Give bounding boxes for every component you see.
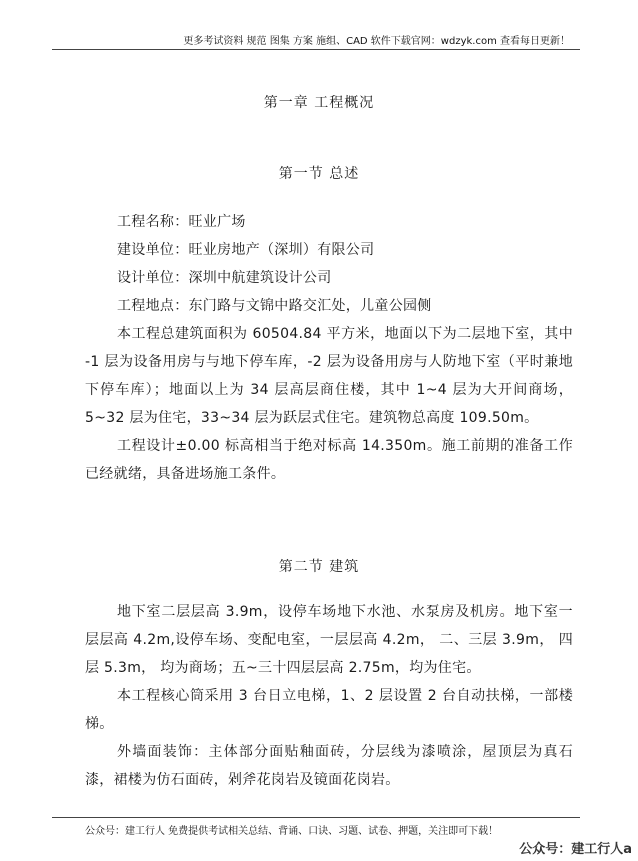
info-client: 建设单位：旺业房地产（深圳）有限公司 <box>117 242 375 258</box>
section-overview-body <box>85 208 573 488</box>
section-architecture-body <box>85 598 573 794</box>
chapter-title: 第一章 工程概况 <box>263 95 375 111</box>
section-title-architecture: 第二节 建筑 <box>278 559 360 575</box>
paragraph-floor-heights: 地下室二层层高 3.9m，设停车场地下水池、水泵房及机房。地下室一层层高 4.2m,设停车场、变配电室，一层层高 4.2m， 二、三层 3.9m， 四层 5.3m， 均为商场；五~三十四层层高 2.75m，均为住宅。 <box>85 604 573 676</box>
footer-divider <box>52 817 580 818</box>
footer-text: 公众号：建工行人 免费提供考试相关总结、背诵、口诀、习题、试卷、押题，关注即可下载！ <box>85 826 499 837</box>
header-divider <box>52 49 580 50</box>
info-designer: 设计单位：深圳中航建筑设计公司 <box>117 270 332 286</box>
paragraph-area: 本工程总建筑面积为 60504.84 平方米，地面以下为二层地下室，其中 -1 层为设备用房与与地下停车库，-2 层为设备用房与人防地下室（平时兼地下停车库）；地面以上为 34 层高层商住楼，其中 1~4 层为大开间商场，5~32 层为住宅，33~34 层为跃层式住宅。建筑物总高度 109.50m。 <box>85 326 573 426</box>
watermark-text: 公众号：建工行人a <box>519 842 632 857</box>
header-text: 更多考试资料 规范 图集 方案 施组、CAD 软件下载官网：wdzyk.com 查看每日更新！ <box>183 36 570 47</box>
info-project-name: 工程名称：旺业广场 <box>117 214 246 230</box>
paragraph-elevation: 工程设计±0.00 标高相当于绝对标高 14.350m。施工前期的准备工作已经就绪，具备进场施工条件。 <box>85 438 573 482</box>
paragraph-facade: 外墙面装饰：主体部分面贴釉面砖，分层线为漆喷涂，屋顶层为真石漆，裙楼为仿石面砖，剁斧花岗岩及镜面花岗岩。 <box>85 744 573 788</box>
page-header <box>0 30 638 50</box>
info-location: 工程地点：东门路与文锦中路交汇处，儿童公园侧 <box>117 298 432 314</box>
paragraph-elevators: 本工程核心筒采用 3 台日立电梯，1、2 层设置 2 台自动扶梯，一部楼梯。 <box>85 688 573 732</box>
section-title-overview: 第一节 总述 <box>278 166 360 182</box>
